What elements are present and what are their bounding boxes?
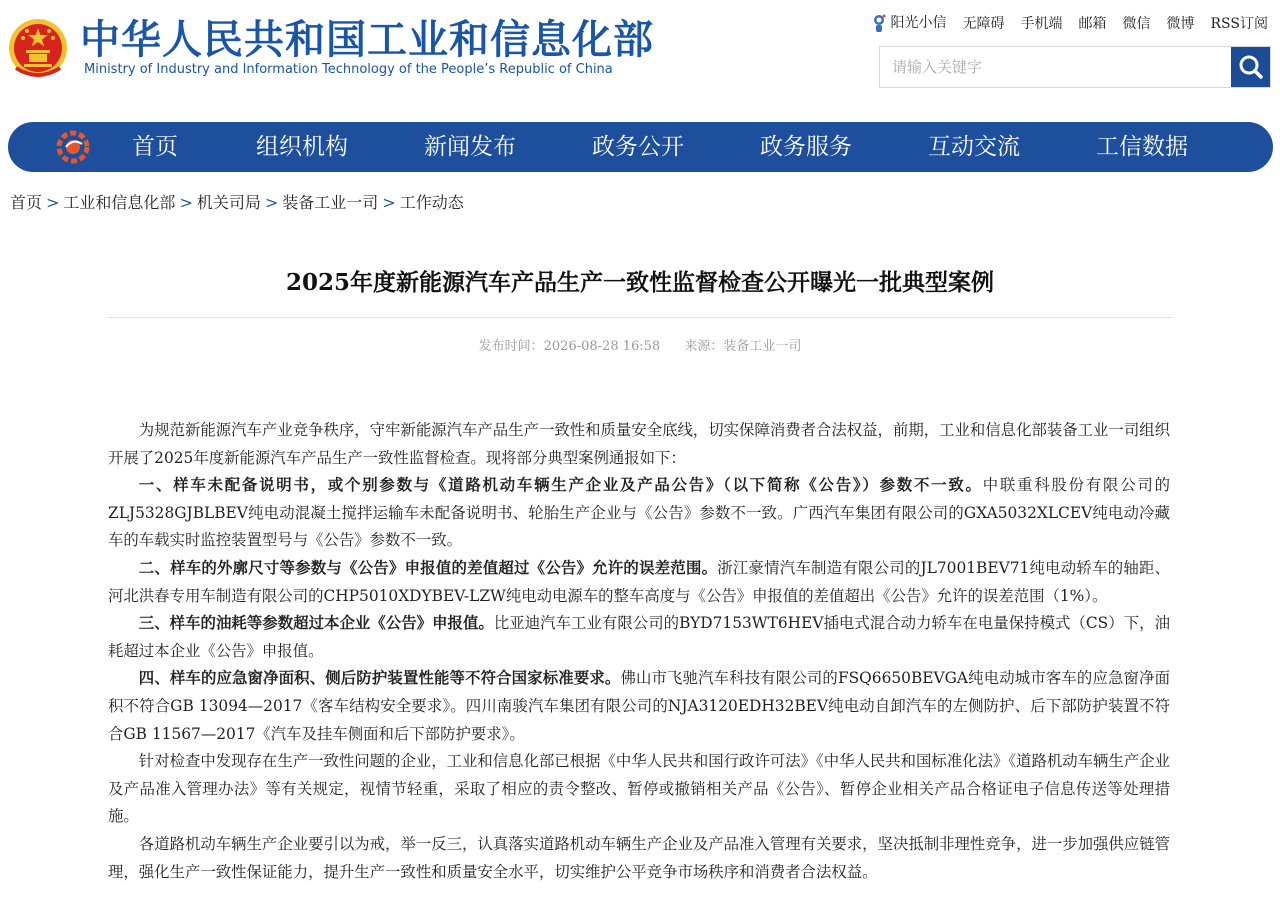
article-title: 2025年度新能源汽车产品生产一致性监督检查公开曝光一批典型案例 — [285, 269, 994, 296]
search-button[interactable] — [1231, 47, 1270, 87]
breadcrumb — [10, 190, 464, 213]
case-3-text: 比亚迪汽车工业有限公司的BYD7153WT6HEV插电式混合动力轿车在电量保持模式（CS）下，油耗超过本企业《公告》申报值。 — [108, 614, 1170, 660]
title-divider — [107, 317, 1173, 318]
case-1-heading: 一、样车未配备说明书，或个别参数与《道路机动车辆生产企业及产品公告》（以下简称《公告》）参数不一致。 — [138, 476, 983, 495]
nav-item-gov-services[interactable]: 政务服务 — [760, 134, 852, 160]
breadcrumb-equipment-dept[interactable]: 装备工业一司 — [282, 193, 379, 212]
article-meta — [0, 335, 1280, 354]
case-1-text: 中联重科股份有限公司的ZLJ5328GJBLBEV纯电动混凝土搅拌运输车未配备说明书、轮胎生产企业与《公告》参数不一致。广西汽车集团有限公司的GXA5032XLCEV纯电动冷藏车的车载实时监控装置型号与《公告》参数不一致。 — [108, 476, 1170, 550]
site-title-en[interactable]: Ministry of Industry and Information Technology of the People’s Republic of China — [84, 62, 613, 77]
nav-item-news[interactable]: 新闻发布 — [424, 134, 516, 160]
search-icon — [1231, 47, 1270, 87]
paragraph-intro: 为规范新能源汽车产业竞争秩序，守牢新能源汽车产品生产一致性和质量安全底线，切实保障消费者合法权益，前期，工业和信息化部装备工业一司组织开展了2025年度新能源汽车产品生产一致性监督检查。现将部分典型案例通报如下： — [108, 421, 1170, 467]
publish-time: 发布时间：2026-08-28 16:58 — [478, 339, 661, 354]
top-link-label: 阳光小信 — [890, 15, 947, 31]
main-nav — [8, 122, 1273, 172]
case-2-heading: 二、样车的外廓尺寸等参数与《公告》申报值的差值超过《公告》允许的误差范围。 — [138, 558, 718, 577]
paragraph-case-2 — [108, 555, 1170, 610]
case-4-heading: 四、样车的应急窗净面积、侧后防护装置性能等不符合国家标准要求。 — [138, 669, 621, 688]
case-3-heading: 三、样车的油耗等参数超过本企业《公告》申报值。 — [138, 614, 494, 633]
breadcrumb-separator: > — [179, 193, 193, 212]
case-2-text: 浙江豪情汽车制造有限公司的JL7001BEV71纯电动轿车的轴距、河北洪春专用车制造有限公司的CHP5010XDYBEV-LZW纯电动电源车的整车高度与《公告》申报值的差值超出《公告》允许的误差范围（1%）。 — [108, 558, 1170, 605]
breadcrumb-departments[interactable]: 机关司局 — [196, 193, 261, 212]
search-input[interactable] — [880, 47, 1230, 87]
article-source: 来源：装备工业一司 — [684, 339, 802, 354]
mascot-icon — [871, 13, 887, 33]
national-emblem-icon[interactable] — [8, 16, 68, 80]
ministry-logo-icon[interactable] — [56, 130, 90, 164]
search-box — [879, 46, 1271, 88]
paragraph-measures: 针对检查中发现存在生产一致性问题的企业，工业和信息化部已根据《中华人民共和国行政许可法》《中华人民共和国标准化法》《道路机动车辆生产企业及产品准入管理办法》等有关规定，视情节轻重，采取了相应的责令整改、暂停或撤销相关产品《公告》、暂停企业相关产品合格证电子信息传送等处理措施。 — [108, 752, 1170, 826]
nav-item-data[interactable]: 工信数据 — [1096, 134, 1188, 160]
top-link-weibo[interactable]: 微博 — [1166, 15, 1195, 32]
breadcrumb-work-news[interactable]: 工作动态 — [399, 193, 464, 212]
nav-item-gov-affairs[interactable]: 政务公开 — [592, 134, 684, 160]
paragraph-closing: 各道路机动车辆生产企业要引以为戒，举一反三，认真落实道路机动车辆生产企业及产品准入管理有关要求，坚决抵制非理性竞争，进一步加强供应链管理，强化生产一致性保证能力，提升生产一致性和质量安全水平，切实维护公平竞争市场秩序和消费者合法权益。 — [108, 834, 1170, 881]
breadcrumb-separator: > — [264, 193, 279, 212]
nav-item-interaction[interactable]: 互动交流 — [928, 134, 1020, 160]
site-title-cn[interactable]: 中华人民共和国工业和信息化部 — [80, 17, 654, 63]
paragraph-case-1 — [108, 472, 1170, 555]
top-link-wechat[interactable]: 微信 — [1122, 15, 1151, 32]
paragraph-case-4 — [108, 665, 1170, 748]
case-4-text: 佛山市飞驰汽车科技有限公司的FSQ6650BEVGA纯电动城市客车的应急窗净面积不符合GB 13094—2017《客车结构安全要求》。四川南骏汽车集团有限公司的NJA3120EDH32BEV纯电动自卸汽车的左侧防护、后下部防护装置不符合GB 11567—2017《汽车及挂车侧面和后下部防护要求》。 — [108, 669, 1170, 743]
breadcrumb-separator: > — [382, 193, 396, 212]
nav-item-organization[interactable]: 组织机构 — [256, 134, 348, 160]
nav-item-home[interactable]: 首页 — [132, 134, 178, 160]
site-header — [0, 0, 1280, 110]
top-link-mobile[interactable]: 手机端 — [1020, 15, 1063, 32]
top-link-mail[interactable]: 邮箱 — [1078, 15, 1107, 32]
breadcrumb-separator: > — [46, 193, 60, 212]
paragraph-case-3 — [108, 610, 1170, 665]
top-link-accessibility[interactable]: 无障碍 — [962, 15, 1005, 32]
breadcrumb-home[interactable]: 首页 — [10, 193, 43, 212]
breadcrumb-miit[interactable]: 工业和信息化部 — [63, 193, 176, 212]
top-links — [871, 12, 1268, 33]
top-link-sunshine[interactable] — [871, 12, 947, 33]
top-link-rss[interactable]: RSS订阅 — [1210, 15, 1268, 32]
article-body — [108, 417, 1170, 886]
